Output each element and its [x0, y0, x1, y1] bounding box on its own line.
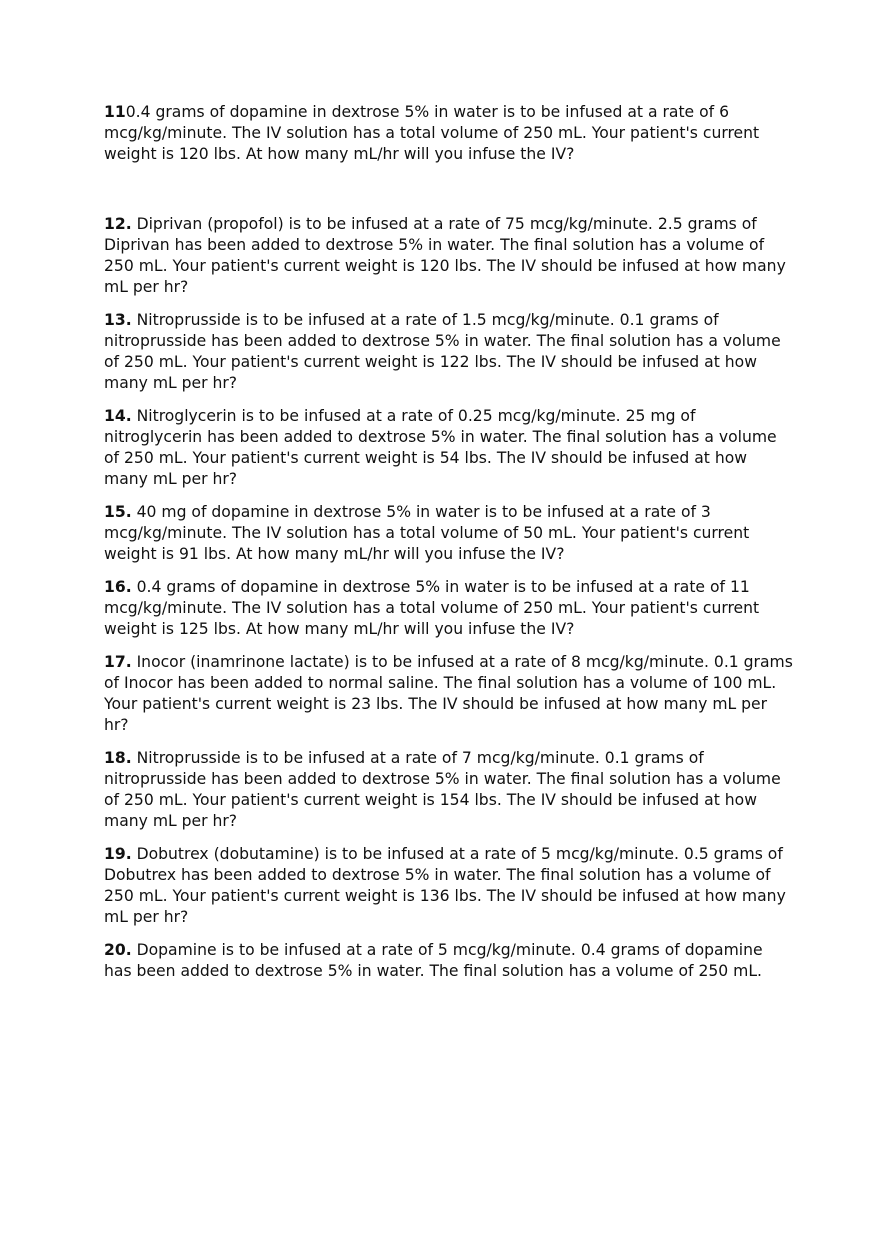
problem-12 — [104, 214, 794, 298]
problem-text: Dobutrex (dobutamine) is to be infused at a rate of 5 mcg/kg/minute. 0.5 grams of Dobutrex has been added to dextrose 5% in water. The final solution has a volume of 250 mL. Your patient's current weight is 136 lbs. The IV should be infused at how many mL per hr? — [104, 845, 786, 926]
problem-number: 18. — [104, 749, 132, 767]
problem-number: 13. — [104, 311, 132, 329]
problem-number: 19. — [104, 845, 132, 863]
problem-text: Nitroglycerin is to be infused at a rate of 0.25 mcg/kg/minute. 25 mg of nitroglycerin has been added to dextrose 5% in water. The final solution has a volume of 250 mL. Your patient's current weight is 54 lbs. The IV should be infused at how many mL per hr? — [104, 407, 777, 488]
problem-number: 11 — [104, 103, 126, 121]
problem-number: 15. — [104, 503, 132, 521]
problem-number: 20. — [104, 941, 132, 959]
problem-text: Nitroprusside is to be infused at a rate of 1.5 mcg/kg/minute. 0.1 grams of nitroprusside has been added to dextrose 5% in water. The final solution has a volume of 250 mL. Your patient's current weight is 122 lbs. The IV should be infused at how many mL per hr? — [104, 311, 781, 392]
problem-text: 40 mg of dopamine in dextrose 5% in water is to be infused at a rate of 3 mcg/kg/minute. The IV solution has a total volume of 50 mL. Your patient's current weight is 91 lbs. At how many mL/hr will you infuse the IV? — [104, 503, 750, 563]
problem-14 — [104, 406, 794, 490]
problem-number: 17. — [104, 653, 132, 671]
problem-20 — [104, 940, 794, 982]
document-page — [104, 102, 794, 994]
problem-15 — [104, 502, 794, 565]
problem-text: Nitroprusside is to be infused at a rate of 7 mcg/kg/minute. 0.1 grams of nitroprusside has been added to dextrose 5% in water. The final solution has a volume of 250 mL. Your patient's current weight is 154 lbs. The IV should be infused at how many mL per hr? — [104, 749, 781, 830]
problem-number: 12. — [104, 215, 132, 233]
problem-text: Dopamine is to be infused at a rate of 5 mcg/kg/minute. 0.4 grams of dopamine has been added to dextrose 5% in water. The final solution has a volume of 250 mL. — [104, 941, 763, 980]
problem-text: 0.4 grams of dopamine in dextrose 5% in water is to be infused at a rate of 6 mcg/kg/minute. The IV solution has a total volume of 250 mL. Your patient's current weight is 120 lbs. At how many mL/hr will you infuse the IV? — [104, 103, 760, 163]
problem-text: Diprivan (propofol) is to be infused at a rate of 75 mcg/kg/minute. 2.5 grams of Diprivan has been added to dextrose 5% in water. The final solution has a volume of 250 mL. Your patient's current weight is 120 lbs. The IV should be infused at how many mL per hr? — [104, 215, 786, 296]
problem-19 — [104, 844, 794, 928]
problem-text: Inocor (inamrinone lactate) is to be infused at a rate of 8 mcg/kg/minute. 0.1 grams of Inocor has been added to normal saline. The final solution has a volume of 100 mL. Your patient's current weight is 23 lbs. The IV should be infused at how many mL per hr? — [104, 653, 793, 734]
problem-13 — [104, 310, 794, 394]
problem-text: 0.4 grams of dopamine in dextrose 5% in water is to be infused at a rate of 11 mcg/kg/minute. The IV solution has a total volume of 250 mL. Your patient's current weight is 125 lbs. At how many mL/hr will you infuse the IV? — [104, 578, 760, 638]
problem-number: 16. — [104, 578, 132, 596]
problem-number: 14. — [104, 407, 132, 425]
problem-17 — [104, 652, 794, 736]
problem-18 — [104, 748, 794, 832]
problem-11 — [104, 102, 794, 165]
problem-16 — [104, 577, 794, 640]
